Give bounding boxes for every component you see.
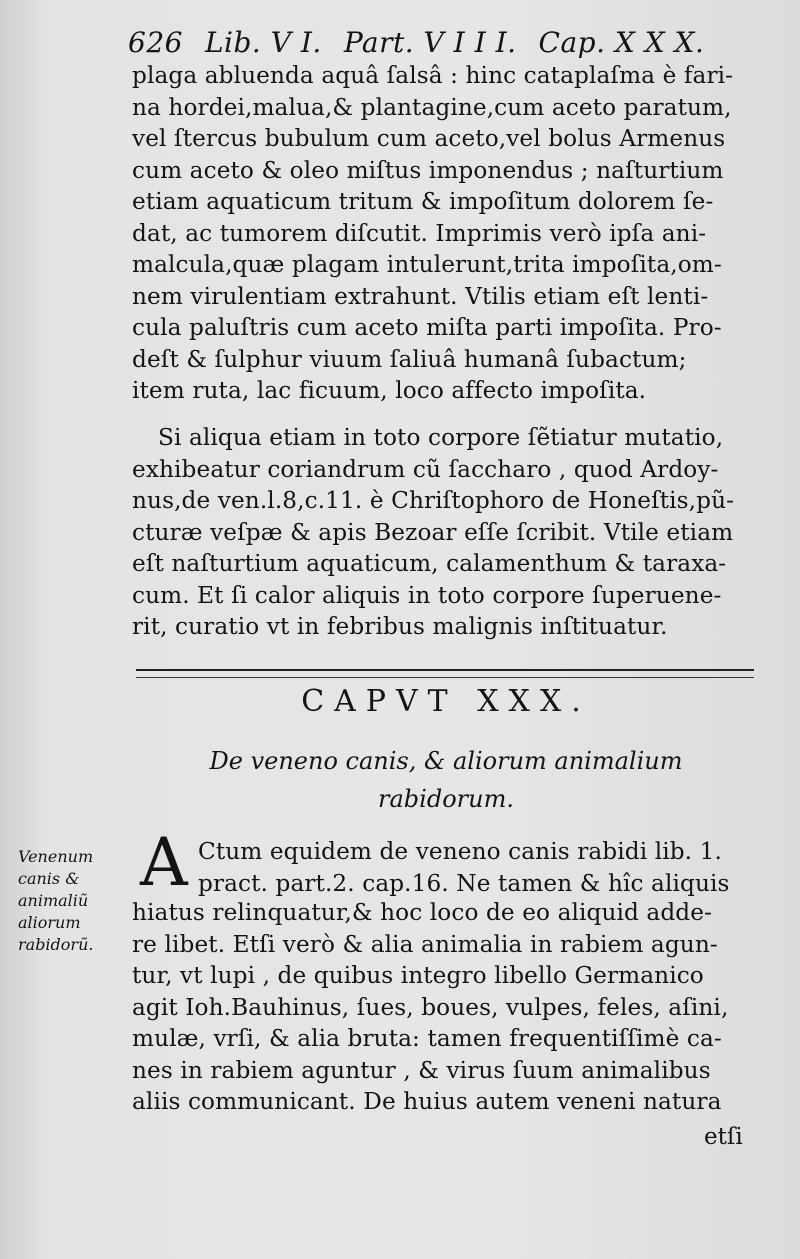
margin-line: animaliũ [18, 891, 89, 910]
chapter-subtitle [132, 742, 760, 818]
chapter-heading: CAPVT XXX. [301, 684, 591, 719]
paragraph-continued [132, 60, 760, 407]
text-line: item ruta, lac ficuum, loco affecto impoſita. [132, 377, 647, 404]
text-line: nem virulentiam extrahunt. Vtilis etiam eſt lenti- [132, 282, 709, 310]
header-part: Part. V I I I. [343, 25, 517, 59]
text-line: tur, vt lupi , de quibus integro libello Germanico [132, 962, 704, 989]
chapter-divider-rule-thin [136, 677, 754, 678]
text-line: cum aceto & oleo miſtus imponendus ; naſturtium [132, 156, 724, 184]
text-line: deſt & ſulphur viuum ſaliuâ humanâ ſubactum; [132, 345, 687, 373]
paragraph-opening [198, 836, 760, 899]
paragraph-second [132, 422, 760, 643]
text-line: rit, curatio vt in febribus malignis inſtituatur. [132, 613, 668, 640]
drop-capital: A [140, 824, 188, 901]
text-line: Si aliqua etiam in toto corpore ſẽtiatur mutatio, [158, 424, 724, 451]
margin-line: Venenum [18, 847, 94, 866]
text-line: na hordei,malua,& plantagine,cum aceto paratum, [132, 93, 732, 121]
subtitle-line: rabidorum. [378, 785, 514, 813]
text-line: plaga abluenda aquâ ſalsâ : hinc cataplaſma è fari- [132, 62, 734, 89]
running-header [128, 22, 748, 62]
text-line: etiam aquaticum tritum & impoſitum dolorem ſe- [132, 188, 714, 215]
header-chapter: Cap. X X X. [538, 25, 705, 59]
text-line: re libet. Etſi verò & alia animalia in rabiem agun- [132, 930, 718, 958]
text-line: agit Ioh.Bauhinus, ſues, boues, vulpes, feles, aſini, [132, 993, 729, 1021]
text-line: nus,de ven.l.8,c.11. è Chriſtophoro de Honeſtis,pũ- [132, 487, 735, 514]
margin-line: canis & [18, 869, 80, 888]
chapter-divider-rule [136, 669, 754, 671]
text-line: aliis communicant. De huius autem veneni natura [132, 1088, 722, 1115]
margin-line: rabidorũ. [18, 935, 94, 954]
text-line: exhibeatur coriandrum cũ ſaccharo , quod Ardoy- [132, 455, 719, 483]
text-line: cula paluſtris cum aceto miſta parti impoſita. Pro- [132, 314, 722, 341]
catchword: etſi [704, 1124, 743, 1150]
text-line: eſt naſturtium aquaticum, calamenthum & taraxa- [132, 550, 727, 577]
text-line: Ctum equidem de veneno canis rabidi lib. 1. [198, 838, 722, 865]
paragraph-opening-continued [132, 897, 760, 1118]
text-line: cum. Et ſi calor aliquis in toto corpore ſuperuene- [132, 581, 722, 609]
text-line: pract. part.2. cap.16. Ne tamen & hîc aliquis [198, 869, 730, 897]
margin-line: aliorum [18, 913, 81, 932]
header-book: Lib. V I. [204, 25, 322, 59]
subtitle-line: De veneno canis, & aliorum animalium [209, 747, 683, 775]
text-line: malcula,quæ plagam intulerunt,trita impoſita,om- [132, 251, 722, 278]
text-line: mulæ, vrſi, & alia bruta: tamen frequentiſſimè ca- [132, 1025, 722, 1052]
text-line: nes in rabiem aguntur , & virus ſuum animalibus [132, 1056, 711, 1084]
text-line: vel ſtercus bubulum cum aceto,vel bolus Armenus [132, 125, 726, 152]
text-line: cturæ veſpæ & apis Bezoar eſſe ſcribit. Vtile etiam [132, 518, 734, 546]
marginal-note [18, 846, 128, 956]
page-number: 626 [128, 25, 183, 59]
text-line: dat, ac tumorem diſcutit. Imprimis verò ipſa ani- [132, 219, 707, 247]
text-line: hiatus relinquatur,& hoc loco de eo aliquid adde- [132, 899, 713, 926]
